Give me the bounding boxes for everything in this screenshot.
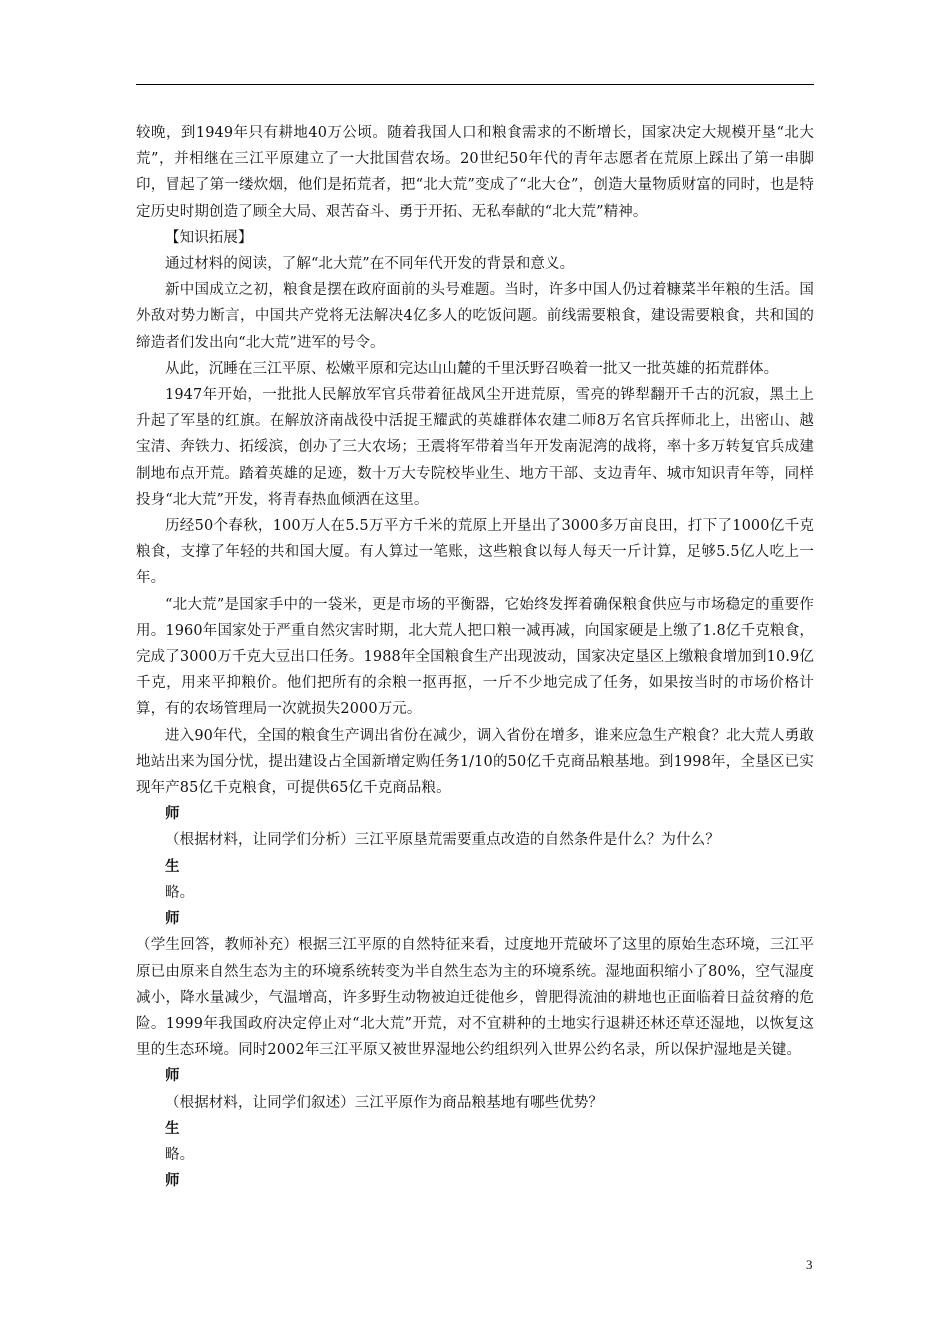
speaker-label: 师 (165, 1172, 180, 1190)
paragraph: （根据材料，让同学们分析）三江平原垦荒需要重点改造的自然条件是什么？为什么？ (165, 832, 720, 849)
paragraph: 进入90年代，全国的粮食生产调出省份在减少，调入省份在增多，谁来应急生产粮食？北大荒人勇敢地站出来为国分忧，提出建设占全国新增定购任务1/10的50亿千克商品粮基地。到1998年，全垦区已实现年产85亿千克粮食，可提供65亿千克商品粮。 (136, 727, 814, 797)
speaker-label: 生 (165, 1119, 180, 1137)
paragraph: 略。 (165, 884, 195, 901)
section-heading: 【知识拓展】 (165, 229, 253, 246)
paragraph: （学生回答，教师补充）根据三江平原的自然特征来看，过度地开荒破坏了这里的原始生态环境，三江平原已由原来自然生态为主的环境系统转变为半自然生态为主的环境系统。湿地面积缩小了80%，空气湿度减小，降水量减少，气温增高，许多野生动物被迫迁徙他乡，曾肥得流油的耕地也正面临着日益贫瘠的危险。1999年我国政府决定停止对“北大荒”开荒，对不宜耕种的土地实行退耕还林还草还湿地，以恢复这里的生态环境。同时2002年三江平原又被世界湿地公约组织列入世界公约名录，所以保护湿地是关键。 (136, 937, 814, 1059)
page-number: 3 (806, 1257, 813, 1272)
paragraph: 1947年开始，一批批人民解放军官兵带着征战风尘开进荒原，雪亮的铧犁翻开千古的沉寂，黑土上升起了军垦的红旗。在解放济南战役中活捉王耀武的英雄群体农建二师8万名官兵挥师北上，出密山、越宝清、奔铁力、拓绥滨，创办了三大农场；王震将军带着当年开发南泥湾的战将，率十多万转复官兵成建制地布点开荒。踏着英雄的足迹，数十万大专院校毕业生、地方干部、支边青年、城市知识青年等，同样投身“北大荒”开发，将青春热血倾洒在这里。 (136, 387, 814, 508)
paragraph: 略。 (165, 1146, 195, 1163)
paragraph: “北大荒”是国家手中的一袋米，更是市场的平衡器，它始终发挥着确保粮食供应与市场稳定的重要作用。1960年国家处于严重自然灾害时期，北大荒人把口粮一减再减，向国家硬是上缴了1.8亿千克粮食，完成了3000万千克大豆出口任务。1988年全国粮食生产出现波动，国家决定垦区上缴粮食增加到10.9亿千克，用来平抑粮价。他们把所有的余粮一抠再抠，一斤不少地完成了任务，如果按当时的市场价格计算，有的农场管理局一次就损失2000万元。 (136, 596, 814, 718)
document-body (136, 120, 814, 1194)
paragraph: （根据材料，让同学们叙述）三江平原作为商品粮基地有哪些优势？ (165, 1094, 603, 1111)
paragraph: 新中国成立之初，粮食是摆在政府面前的头号难题。当时，许多中国人仍过着糠菜半年粮的生活。国外敌对势力断言，中国共产党将无法解决4亿多人的吃饭问题。前线需要粮食，建设需要粮食，共和国的缔造者们发出向“北大荒”进军的号令。 (136, 282, 814, 351)
paragraph: 历经50个春秋，100万人在5.5万平方千米的荒原上开垦出了3000多万亩良田，打下了1000亿千克粮食，支撑了年轻的共和国大厦。有人算过一笔账，这些粮食以每人每天一斤计算，足够5.5亿人吃上一年。 (136, 518, 814, 587)
speaker-label: 师 (165, 910, 180, 928)
speaker-label: 师 (165, 805, 180, 823)
speaker-label: 师 (165, 1067, 180, 1085)
paragraph: 通过材料的阅读，了解“北大荒”在不同年代开发的背景和意义。 (165, 256, 575, 273)
paragraph: 从此，沉睡在三江平原、松嫩平原和完达山山麓的千里沃野召唤着一批又一批英雄的拓荒群体。 (165, 360, 779, 377)
speaker-label: 生 (165, 857, 180, 875)
paragraph: 较晚，到1949年只有耕地40万公顷。随着我国人口和粮食需求的不断增长，国家决定大规模开垦“北大荒”，并相继在三江平原建立了一大批国营农场。20世纪50年代的青年志愿者在荒原上踩出了第一串脚印，冒起了第一缕炊烟，他们是拓荒者，把“北大荒”变成了“北大仓”，创造大量物质财富的同时，也是特定历史时期创造了顾全大局、艰苦奋斗、勇于开拓、无私奉献的“北大荒”精神。 (136, 125, 814, 220)
header-rule (136, 84, 814, 85)
